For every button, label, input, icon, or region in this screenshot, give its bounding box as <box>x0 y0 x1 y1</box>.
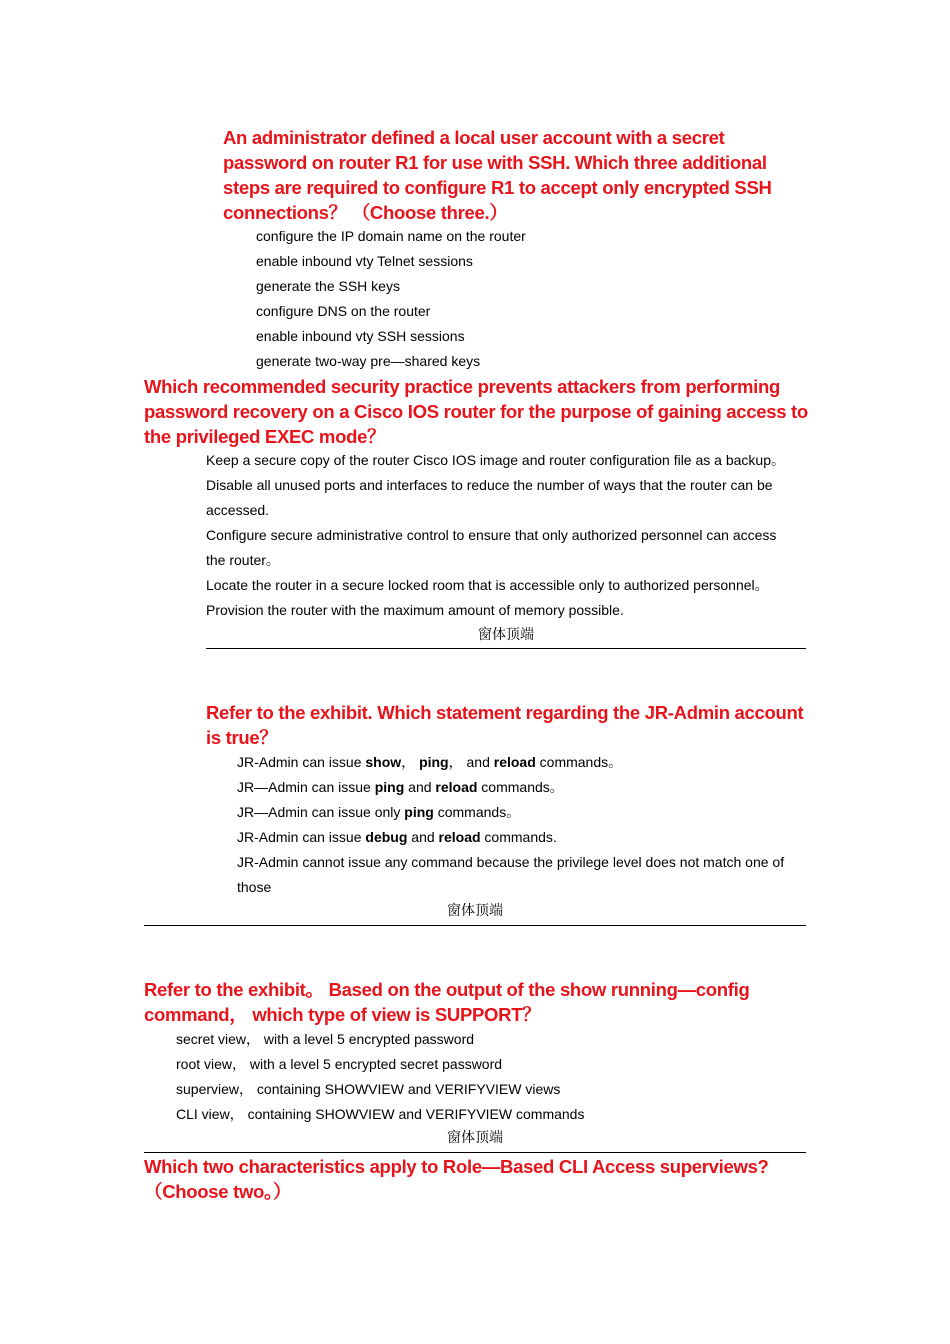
answer-option[interactable]: enable inbound vty SSH sessions <box>256 328 465 344</box>
divider <box>206 648 806 649</box>
answer-option[interactable]: enable inbound vty Telnet sessions <box>256 253 473 269</box>
form-top-label: 窗体顶端 <box>478 627 534 643</box>
answer-option[interactable]: JR-Admin can issue show， ping， and reload commands。 <box>237 754 623 770</box>
answer-option-continuation[interactable]: the router。 <box>206 552 280 568</box>
form-top-label: 窗体顶端 <box>447 903 503 919</box>
question-3-line: Refer to the exhibit. Which statement regarding the JR-Admin account <box>206 702 804 723</box>
question-3 <box>206 700 803 750</box>
question-2-line: the privileged EXEC mode？ <box>144 426 386 447</box>
answer-option[interactable]: JR-Admin cannot issue any command because the privilege level does not match one of <box>237 854 785 870</box>
question-1-line: An administrator defined a local user account with a secret <box>223 127 725 148</box>
answer-option[interactable]: CLI view， containing SHOWVIEW and VERIFYVIEW commands <box>176 1106 585 1122</box>
answer-option[interactable]: JR—Admin can issue only ping commands。 <box>237 804 521 820</box>
answer-option[interactable]: generate the SSH keys <box>256 278 400 294</box>
form-top-label: 窗体顶端 <box>447 1130 503 1146</box>
question-1-line: connections？ （Choose three.） <box>223 202 508 223</box>
answer-option[interactable]: secret view， with a level 5 encrypted password <box>176 1031 475 1047</box>
answer-option[interactable]: root view， with a level 5 encrypted secret password <box>176 1056 503 1072</box>
answer-option[interactable]: Keep a secure copy of the router Cisco IOS image and router configuration file as a backup。 <box>206 452 785 468</box>
answer-option[interactable]: superview， containing SHOWVIEW and VERIFYVIEW views <box>176 1081 561 1097</box>
question-4-line: command， which type of view is SUPPORT？ <box>144 1004 541 1025</box>
question-1-line: steps are required to configure R1 to accept only encrypted SSH <box>223 177 772 198</box>
divider <box>144 1152 806 1153</box>
question-1 <box>223 125 772 225</box>
answer-option[interactable]: Disable all unused ports and interfaces to reduce the number of ways that the router can be <box>206 477 773 493</box>
question-5-line: Which two characteristics apply to Role—Based CLI Access superviews? <box>144 1156 769 1177</box>
answer-option-continuation[interactable]: accessed. <box>206 502 270 518</box>
answer-option[interactable]: JR—Admin can issue ping and reload commands。 <box>237 779 564 795</box>
question-2 <box>144 374 808 449</box>
answer-option[interactable]: configure DNS on the router <box>256 303 431 319</box>
answer-option[interactable]: generate two-way pre—shared keys <box>256 353 481 369</box>
answer-option[interactable]: Provision the router with the maximum amount of memory possible. <box>206 602 624 618</box>
question-4 <box>144 977 750 1027</box>
question-2-line: password recovery on a Cisco IOS router for the purpose of gaining access to <box>144 401 808 422</box>
answer-option-continuation[interactable]: those <box>237 879 272 895</box>
question-2-line: Which recommended security practice prevents attackers from performing <box>144 376 780 397</box>
answer-option[interactable]: Locate the router in a secure locked room that is accessible only to authorized personnel。 <box>206 577 769 593</box>
question-5 <box>144 1154 769 1204</box>
answer-option[interactable]: Configure secure administrative control to ensure that only authorized personnel can access <box>206 527 777 543</box>
answer-option[interactable]: configure the IP domain name on the router <box>256 228 526 244</box>
answer-option[interactable]: JR-Admin can issue debug and reload commands. <box>237 829 557 845</box>
question-3-line: is true？ <box>206 727 278 748</box>
question-5-line: （Choose two。） <box>144 1181 292 1202</box>
question-4-line: Refer to the exhibit。 Based on the output of the show running—config <box>144 979 750 1000</box>
divider <box>144 925 806 926</box>
question-1-line: password on router R1 for use with SSH. Which three additional <box>223 152 767 173</box>
